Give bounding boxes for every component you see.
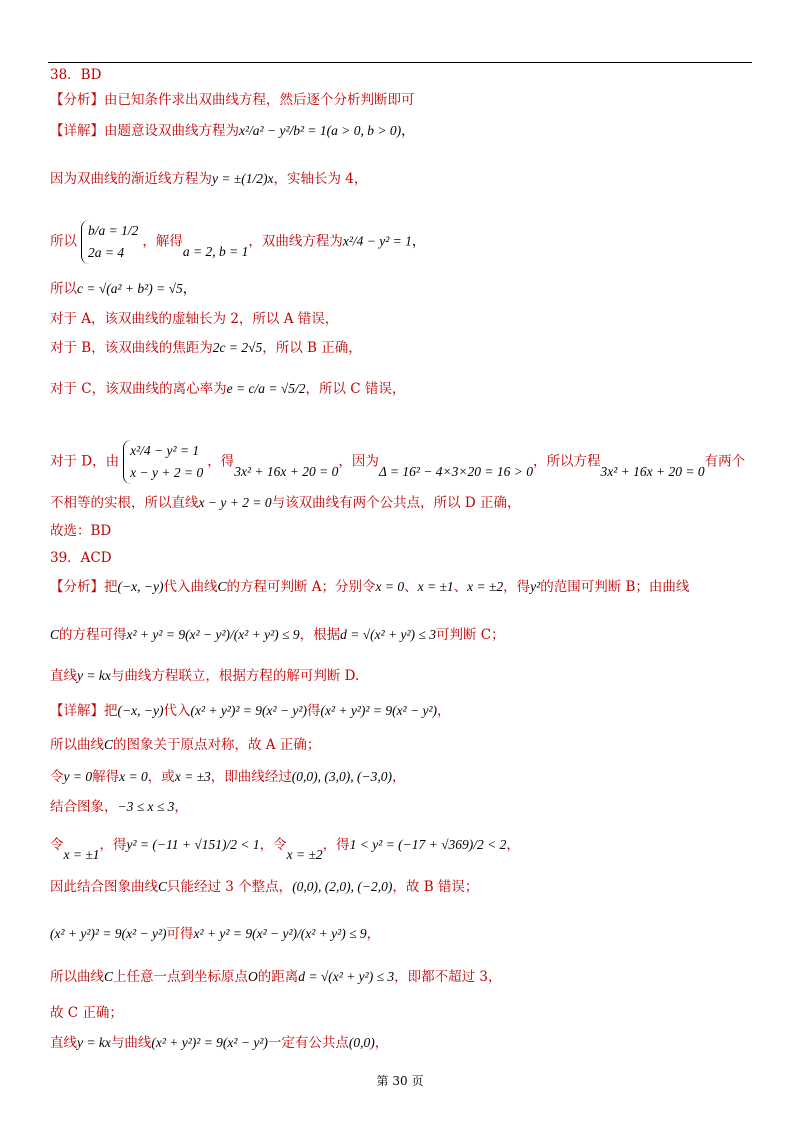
q39-title: 39．ACD xyxy=(50,550,112,566)
q38-option-c: 对于 C，该双曲线的离心率为e = c/a = √5/2，所以 C 错误， xyxy=(50,381,406,397)
q38-detail-1: 【详解】由题意设双曲线方程为x²/a² − y²/b² = 1(a > 0, b > 0)， xyxy=(50,123,415,139)
equation-system: b/a = 1/2 2a = 4 xyxy=(81,220,138,264)
q39-detail-9: 故 C 正确； xyxy=(50,1005,123,1021)
q39-detail-1: 【详解】把(−x, −y)代入(x² + y²)² = 9(x² − y²)得(x² + y²)² = 9(x² − y²)， xyxy=(50,703,451,719)
q39-detail-7: (x² + y²)² = 9(x² − y²)可得x² + y² = 9(x² − y²)/(x² + y²) ≤ 9， xyxy=(50,926,381,942)
q39-detail-6: 因此结合图象曲线C只能经过 3 个整点，(0,0), (2,0), (−2,0)，故 B 错误； xyxy=(50,879,479,895)
page-number: 第 30 页 xyxy=(376,1074,424,1088)
q38-answer: 故选：BD xyxy=(50,523,112,539)
q39-analysis-2: C的方程可得x² + y² = 9(x² − y²)/(x² + y²) ≤ 9，根据d = √(x² + y²) ≤ 3可判断 C； xyxy=(50,627,505,643)
q39-analysis-3: 直线y = kx与曲线方程联立，根据方程的解可判断 D. xyxy=(50,668,360,684)
q38-option-b: 对于 B，该双曲线的焦距为2c = 2√5，所以 B 正确， xyxy=(50,340,362,356)
q39-detail-8: 所以曲线C上任意一点到坐标原点O的距离d = √(x² + y²) ≤ 3，即都不超过 3， xyxy=(50,969,502,985)
q39-detail-2: 所以曲线C的图象关于原点对称，故 A 正确； xyxy=(50,737,321,753)
q39-detail-5: 令x = ±1，得y² = (−11 + √151)/2 < 1，令x = ±2，得1 < y² = (−17 + √369)/2 < 2， xyxy=(50,837,520,862)
q38-option-d: 对于 D，由 x²/4 − y² = 1 x − y + 2 = 0 ，得3x² + 16x + 20 = 0，因为Δ = 16² − 4×3×20 = 16 > 0，所以方程3x² + 16x + 20 = 0有两个 xyxy=(50,440,745,484)
q38-analysis: 【分析】由已知条件求出双曲线方程，然后逐个分析判断即可 xyxy=(50,92,415,108)
q39-detail-10: 直线y = kx与曲线(x² + y²)² = 9(x² − y²)一定有公共点(0,0)， xyxy=(50,1035,389,1051)
hyperbola-equation: x²/a² − y²/b² = 1(a > 0, b > 0) xyxy=(239,123,402,138)
q38-c-value: 所以c = √(a² + b²) = √5， xyxy=(50,281,197,297)
q39-detail-3: 令y = 0解得x = 0，或x = ±3，即曲线经过(0,0), (3,0), (−3,0)， xyxy=(50,769,406,785)
q38-title: 38．BD xyxy=(50,67,102,83)
q39-detail-4: 结合图象，−3 ≤ x ≤ 3， xyxy=(50,799,188,815)
header-rule xyxy=(48,62,752,63)
q38-option-a: 对于 A，该双曲线的虚轴长为 2，所以 A 错误， xyxy=(50,311,339,327)
d-equation-system: x²/4 − y² = 1 x − y + 2 = 0 xyxy=(123,440,203,484)
q39-analysis-1: 【分析】把(−x, −y)代入曲线C的方程可判断 A；分别令x = 0、x = ±1、x = ±2，得y²的范围可判断 B；由曲线 xyxy=(50,579,690,595)
q38-asymptote: 因为双曲线的渐近线方程为y = ±(1/2)x，实轴长为 4， xyxy=(50,171,368,187)
q38-solve: 所以 b/a = 1/2 2a = 4 ，解得a = 2, b = 1，双曲线方程为x²/4 − y² = 1， xyxy=(50,220,425,264)
q38-option-d-2: 不相等的实根，所以直线x − y + 2 = 0与该双曲线有两个公共点，所以 D 正确， xyxy=(50,495,521,511)
